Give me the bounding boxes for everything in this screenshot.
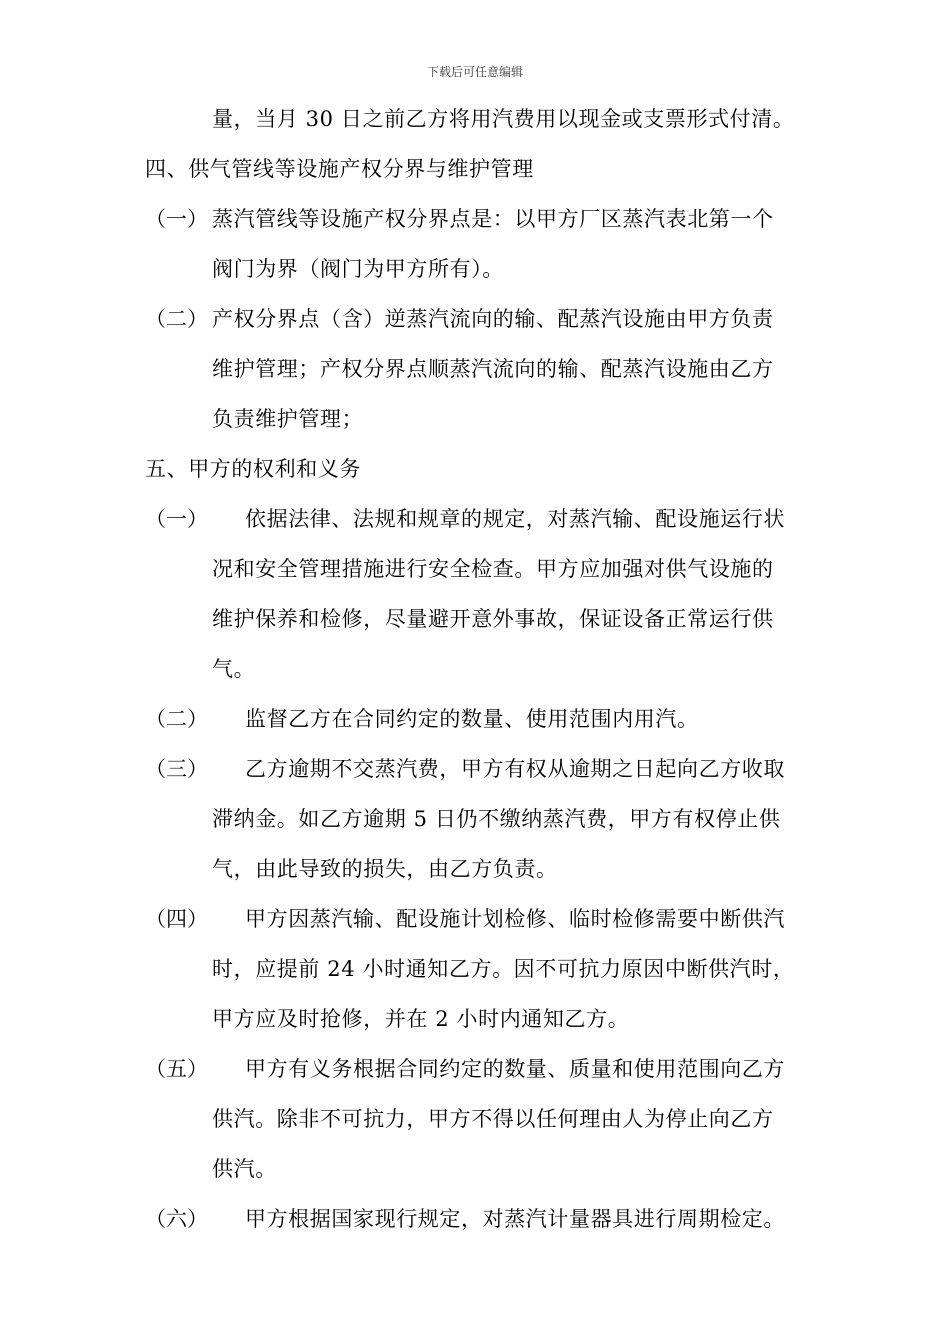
paragraph-line: 产权分界点（含）逆蒸汽流向的输、配蒸汽设施由甲方负责 (212, 307, 774, 331)
paragraph-line: 负责维护管理； (212, 407, 364, 431)
paragraph-line: 况和安全管理措施进行安全检查。甲方应加强对供气设施的 (212, 557, 774, 581)
paragraph-line: 气。 (212, 657, 256, 681)
item-marker: （二） (145, 707, 208, 731)
paragraph-line: 甲方根据国家现行规定，对蒸汽计量器具进行周期检定。 (245, 1207, 785, 1231)
paragraph-line: 甲方因蒸汽输、配设施计划检修、临时检修需要中断供汽 (245, 907, 785, 931)
page-header-note: 下载后可任意编辑 (426, 65, 523, 79)
section-heading-5: 五、甲方的权利和义务 (145, 457, 361, 481)
paragraph-line: 量，当月 30 日之前乙方将用汽费用以现金或支票形式付清。 (212, 107, 795, 131)
paragraph-line: 监督乙方在合同约定的数量、使用范围内用汽。 (245, 707, 699, 731)
paragraph-line: 甲方有义务根据合同约定的数量、质量和使用范围向乙方 (245, 1057, 785, 1081)
paragraph-line: 时，应提前 24 小时通知乙方。因不可抗力原因中断供汽时， (212, 957, 795, 981)
paragraph-line: 阀门为界（阀门为甲方所有）。 (212, 257, 504, 281)
item-marker: （一） (145, 507, 208, 531)
section-heading-4: 四、供气管线等设施产权分界与维护管理 (145, 157, 534, 181)
paragraph-line: 维护保养和检修，尽量避开意外事故，保证设备正常运行供 (212, 607, 774, 631)
paragraph-line: 供汽。除非不可抗力，甲方不得以任何理由人为停止向乙方 (212, 1107, 774, 1131)
paragraph-line: 依据法律、法规和规章的规定，对蒸汽输、配设施运行状 (245, 507, 785, 531)
paragraph-line: 乙方逾期不交蒸汽费，甲方有权从逾期之日起向乙方收取 (245, 757, 785, 781)
item-marker: （四） (145, 907, 208, 931)
item-marker: （一） (145, 207, 208, 231)
paragraph-line: 甲方应及时抢修，并在 2 小时内通知乙方。 (212, 1007, 630, 1031)
paragraph-line: 蒸汽管线等设施产权分界点是：以甲方厂区蒸汽表北第一个 (212, 207, 774, 231)
item-marker: （五） (145, 1057, 208, 1081)
item-marker: （六） (145, 1207, 208, 1231)
paragraph-line: 维护管理；产权分界点顺蒸汽流向的输、配蒸汽设施由乙方 (212, 357, 774, 381)
paragraph-line: 供汽。 (212, 1157, 277, 1181)
item-marker: （三） (145, 757, 208, 781)
paragraph-line: 气，由此导致的损失，由乙方负责。 (212, 857, 558, 881)
item-marker: （二） (145, 307, 208, 331)
paragraph-line: 滞纳金。如乙方逾期 5 日仍不缴纳蒸汽费，甲方有权停止供 (212, 807, 781, 831)
